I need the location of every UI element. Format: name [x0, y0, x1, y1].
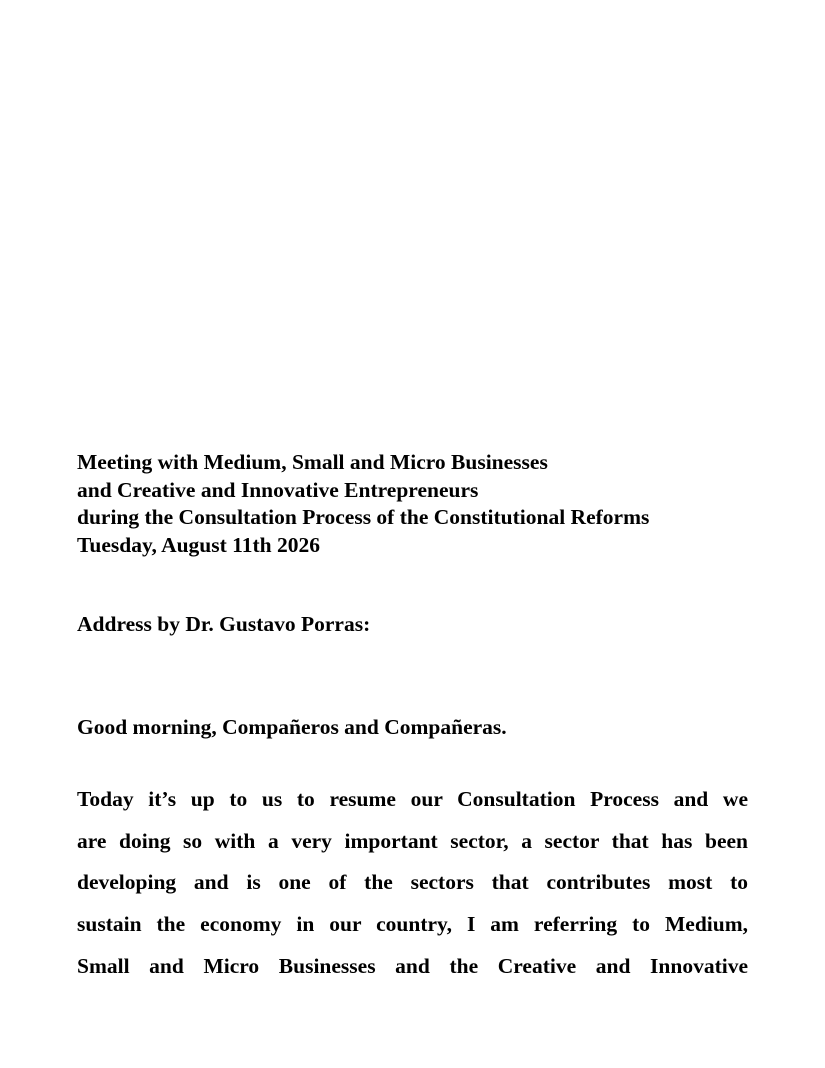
heading-line: during the Consultation Process of the Constitutional Reforms [77, 505, 650, 529]
heading-line: and Creative and Innovative Entrepreneurs [77, 477, 479, 502]
body-line: Small and Micro Businesses and the Creative and Innovative [77, 953, 748, 978]
heading-date: Tuesday, August 11th 2026 [77, 532, 320, 557]
body-paragraph [77, 779, 748, 988]
greeting-line: Good morning, Compañeros and Compañeras. [77, 715, 507, 739]
body-line: developing and is one of the sectors that contributes most to [77, 870, 748, 895]
body-line: Today it’s up to us to resume our Consultation Process and we [77, 787, 748, 811]
body-line: are doing so with a very important sector, a sector that has been [77, 828, 748, 853]
heading-line: Meeting with Medium, Small and Micro Businesses [77, 450, 548, 474]
document-heading [77, 449, 777, 559]
body-line: sustain the economy in our country, I am referring to Medium, [77, 912, 748, 937]
address-by-line: Address by Dr. Gustavo Porras: [77, 612, 371, 636]
